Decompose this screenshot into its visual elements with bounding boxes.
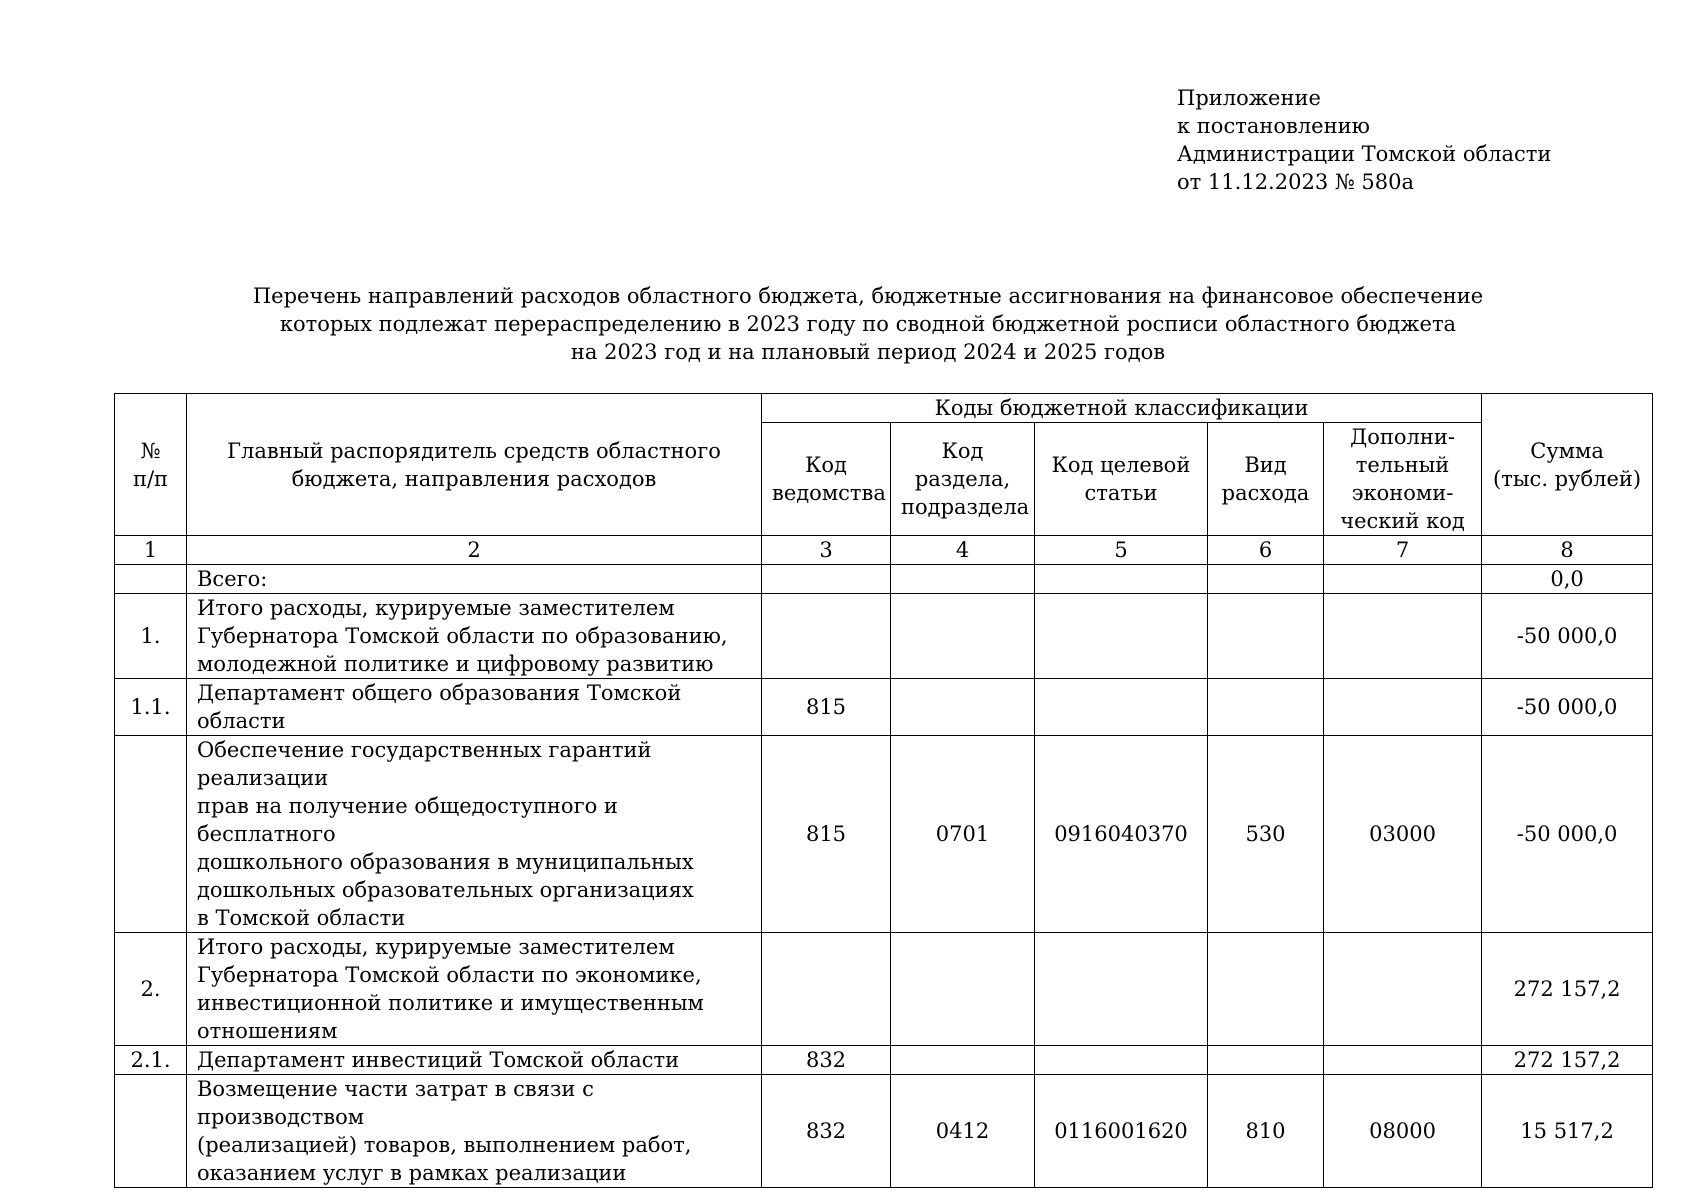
cell-name: Возмещение части затрат в связи с производством (реализацией) товаров, выполнением работ, оказанием услуг в рамках реализации: [187, 1075, 762, 1188]
cell-section: [891, 1046, 1035, 1075]
cell-sum: -50 000,0: [1482, 594, 1653, 679]
appendix-block: [1177, 84, 1551, 196]
appendix-line: от 11.12.2023 № 580а: [1177, 170, 1414, 194]
col-number: 5: [1035, 536, 1208, 565]
cell-target: [1035, 679, 1208, 736]
cell-target: [1035, 594, 1208, 679]
table-row: [115, 736, 1653, 933]
header-codes-group: Коды бюджетной классификации: [762, 394, 1482, 423]
cell-sum: 0,0: [1482, 565, 1653, 594]
cell-sum: -50 000,0: [1482, 679, 1653, 736]
cell-type: [1208, 594, 1324, 679]
table-row: [115, 594, 1653, 679]
cell-dept: [762, 933, 891, 1046]
cell-name: Всего:: [187, 565, 762, 594]
cell-name: Итого расходы, курируемые заместителем Губернатора Томской области по образованию, молодежной политике и цифровому развитию: [187, 594, 762, 679]
cell-num: 2.: [115, 933, 187, 1046]
table-row: [115, 933, 1653, 1046]
cell-section: [891, 594, 1035, 679]
title-line: Перечень направлений расходов областного бюджета, бюджетные ассигнования на финансовое обеспечение: [252, 284, 1484, 308]
cell-name: Департамент инвестиций Томской области: [187, 1046, 762, 1075]
cell-econ: 08000: [1324, 1075, 1482, 1188]
document-title: [200, 282, 1536, 366]
header-section-code: Код раздела, подраздела: [891, 423, 1035, 536]
cell-section: 0412: [891, 1075, 1035, 1188]
cell-num: 2.1.: [115, 1046, 187, 1075]
cell-target: [1035, 565, 1208, 594]
header-num: № п/п: [115, 394, 187, 536]
col-number: 3: [762, 536, 891, 565]
cell-target: 0116001620: [1035, 1075, 1208, 1188]
appendix-line: Приложение: [1177, 86, 1321, 110]
cell-type: [1208, 1046, 1324, 1075]
header-dept-code: Код ведомства: [762, 423, 891, 536]
header-name: Главный распорядитель средств областного бюджета, направления расходов: [187, 394, 762, 536]
cell-econ: [1324, 933, 1482, 1046]
cell-num: 1.: [115, 594, 187, 679]
cell-target: 0916040370: [1035, 736, 1208, 933]
column-number-row: [115, 536, 1653, 565]
cell-sum: -50 000,0: [1482, 736, 1653, 933]
cell-type: 810: [1208, 1075, 1324, 1188]
cell-dept: 832: [762, 1046, 891, 1075]
cell-econ: [1324, 565, 1482, 594]
col-number: 1: [115, 536, 187, 565]
table-row: [115, 679, 1653, 736]
cell-sum: 272 157,2: [1482, 933, 1653, 1046]
table-row: [115, 1046, 1653, 1075]
cell-dept: [762, 594, 891, 679]
cell-num: [115, 565, 187, 594]
cell-section: [891, 933, 1035, 1046]
cell-type: [1208, 933, 1324, 1046]
cell-name: Обеспечение государственных гарантий реализации прав на получение общедоступного и бесплатного дошкольного образования в муниципальных дошкольных образовательных организациях в Томской области: [187, 736, 762, 933]
cell-target: [1035, 1046, 1208, 1075]
cell-sum: 15 517,2: [1482, 1075, 1653, 1188]
cell-section: [891, 565, 1035, 594]
cell-econ: [1324, 679, 1482, 736]
cell-type: 530: [1208, 736, 1324, 933]
cell-target: [1035, 933, 1208, 1046]
cell-dept: 832: [762, 1075, 891, 1188]
col-number: 4: [891, 536, 1035, 565]
cell-name: Итого расходы, курируемые заместителем Губернатора Томской области по экономике, инвестиционной политике и имущественным отношениям: [187, 933, 762, 1046]
appendix-line: к постановлению: [1177, 114, 1370, 138]
cell-sum: 272 157,2: [1482, 1046, 1653, 1075]
cell-type: [1208, 679, 1324, 736]
cell-section: [891, 679, 1035, 736]
cell-econ: 03000: [1324, 736, 1482, 933]
budget-table: [114, 393, 1653, 1188]
table-row: [115, 565, 1653, 594]
title-line: которых подлежат перераспределению в 2023 году по сводной бюджетной росписи областного бюджета: [279, 312, 1457, 336]
cell-econ: [1324, 594, 1482, 679]
appendix-line: Администрации Томской области: [1177, 142, 1552, 166]
cell-dept: 815: [762, 679, 891, 736]
cell-type: [1208, 565, 1324, 594]
header-sum: Сумма (тыс. рублей): [1482, 394, 1653, 536]
col-number: 7: [1324, 536, 1482, 565]
col-number: 2: [187, 536, 762, 565]
cell-dept: [762, 565, 891, 594]
col-number: 6: [1208, 536, 1324, 565]
header-target-code: Код целевой статьи: [1035, 423, 1208, 536]
cell-econ: [1324, 1046, 1482, 1075]
cell-name: Департамент общего образования Томской области: [187, 679, 762, 736]
col-number: 8: [1482, 536, 1653, 565]
cell-dept: 815: [762, 736, 891, 933]
cell-num: 1.1.: [115, 679, 187, 736]
title-line: на 2023 год и на плановый период 2024 и 2025 годов: [570, 340, 1166, 364]
cell-num: [115, 736, 187, 933]
cell-section: 0701: [891, 736, 1035, 933]
table-row: [115, 1075, 1653, 1188]
cell-num: [115, 1075, 187, 1188]
header-econ-code: Дополни- тельный экономи- ческий код: [1324, 423, 1482, 536]
header-expense-type: Вид расхода: [1208, 423, 1324, 536]
